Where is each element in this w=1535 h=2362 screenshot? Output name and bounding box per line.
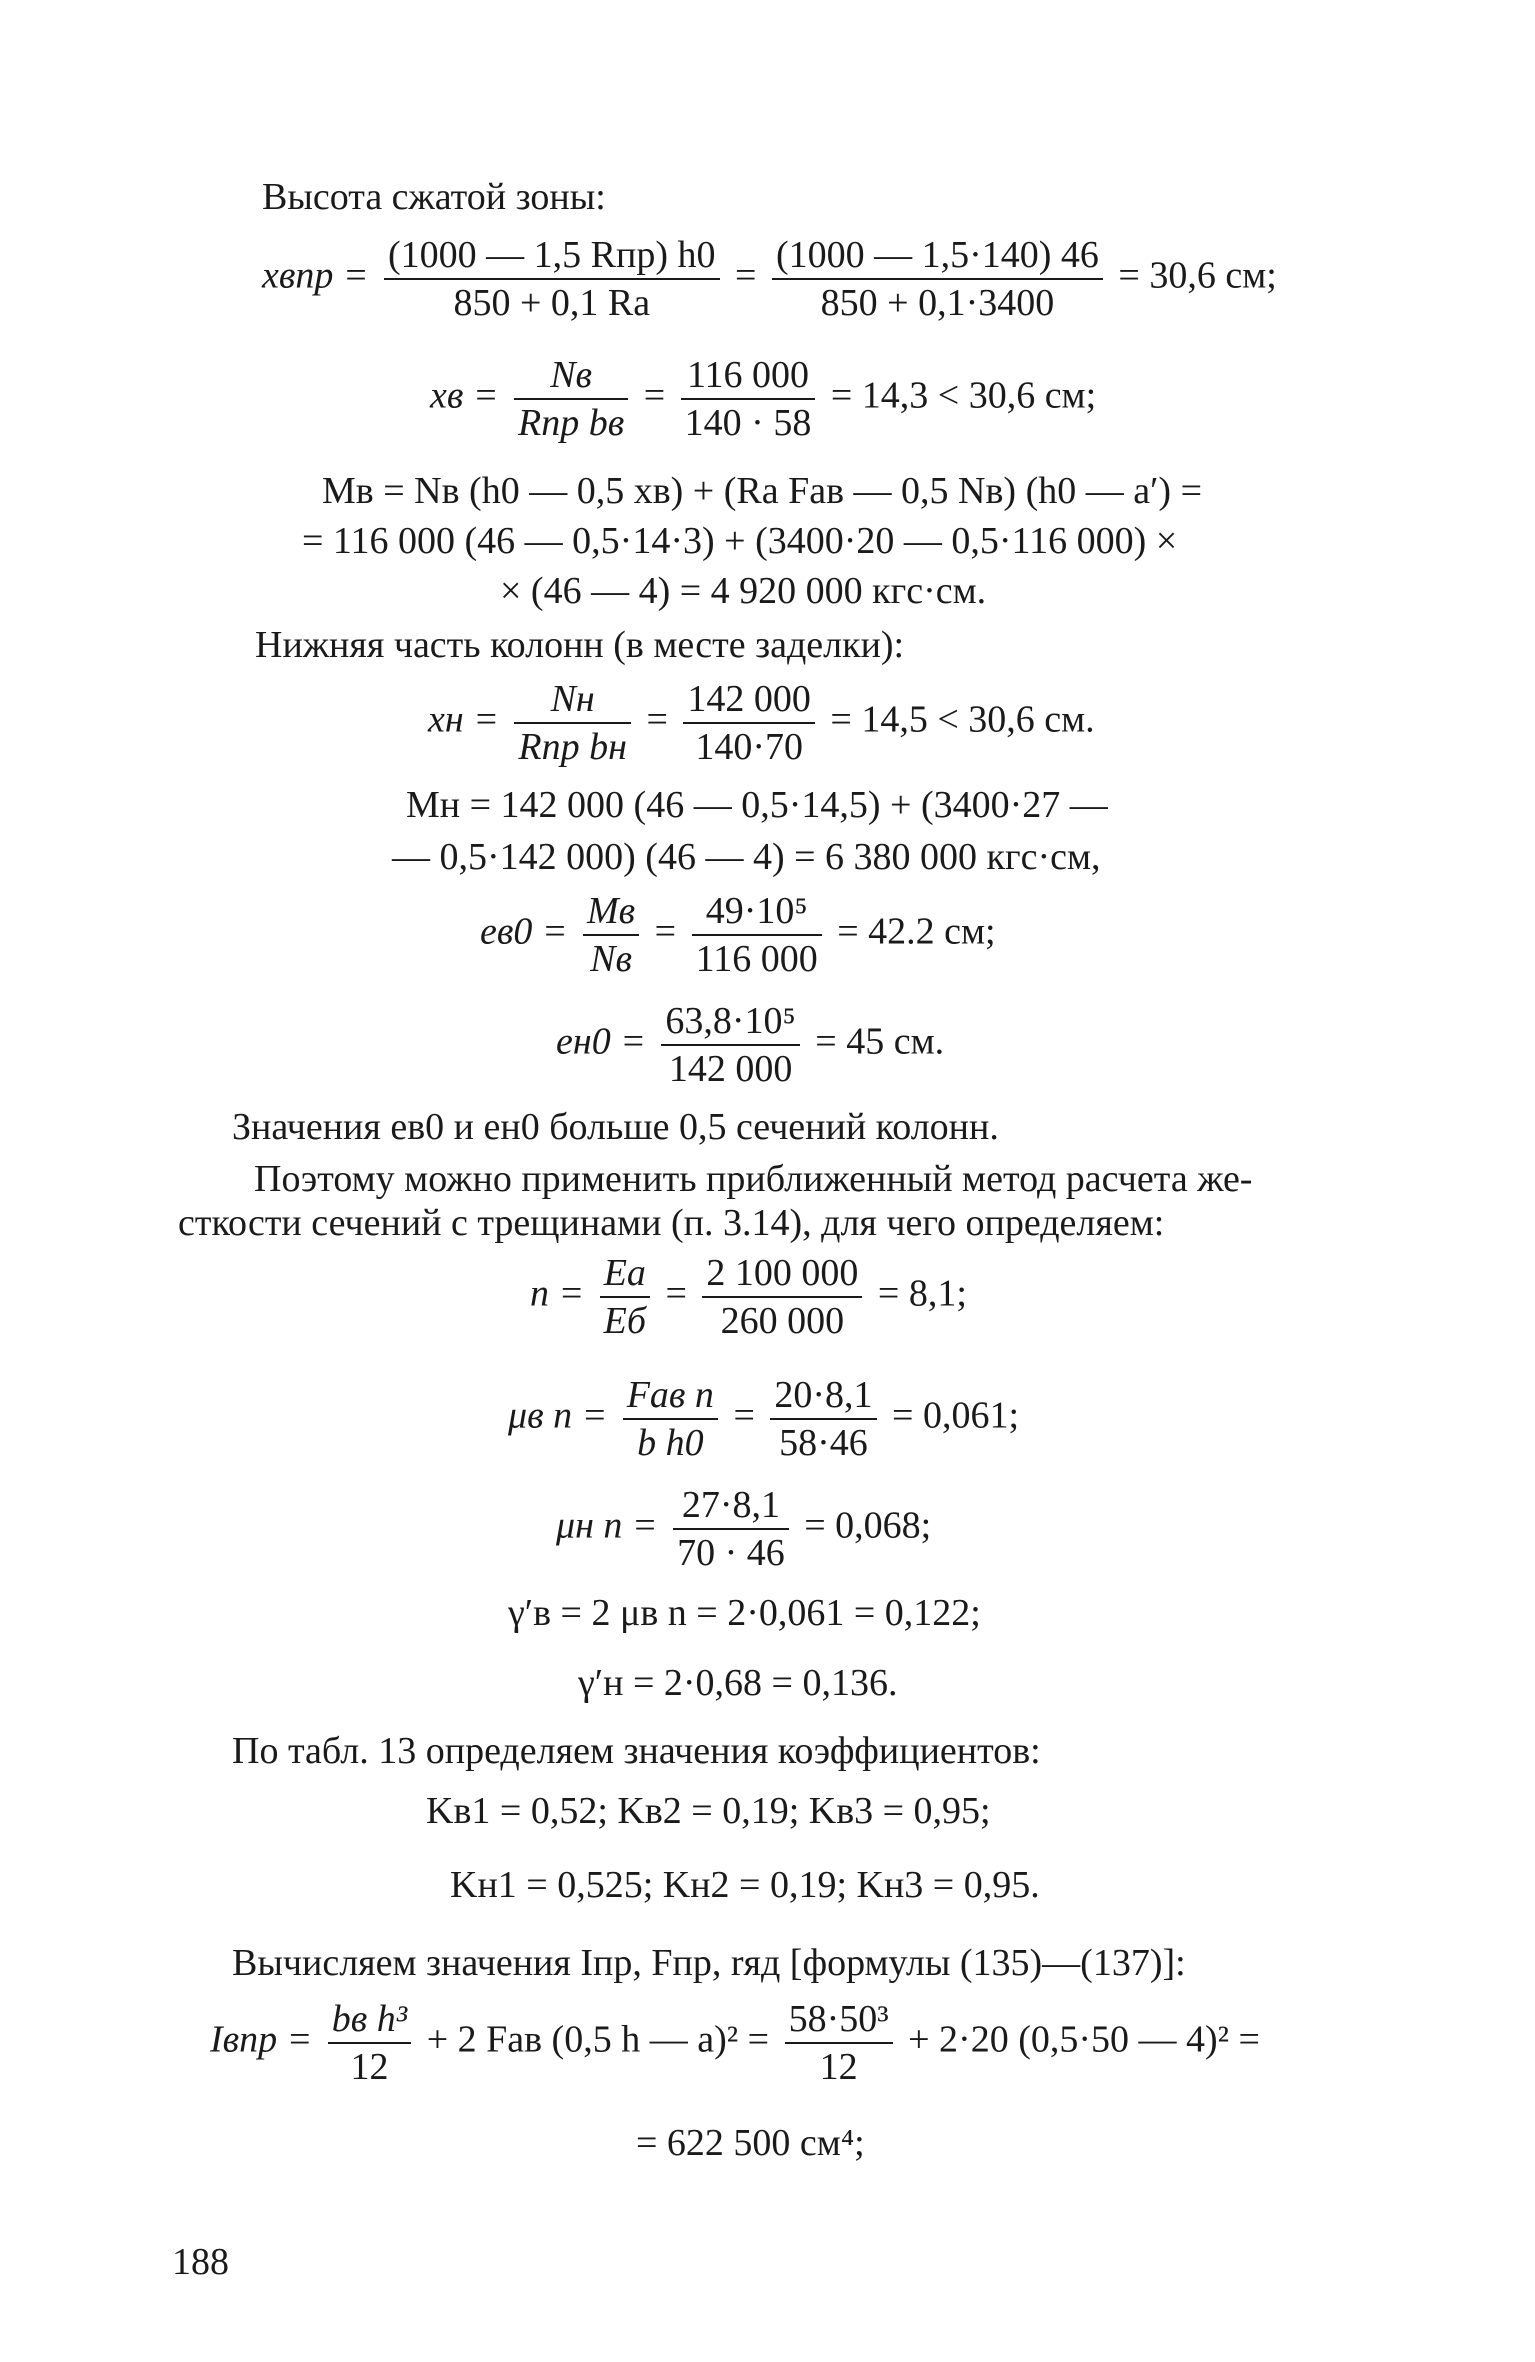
formula-xpr [262,232,1277,326]
xn-lhs: xн = [428,698,499,741]
xpr-result: = 30,6 см; [1118,254,1277,297]
formula-n [530,1250,967,1344]
formula-mun [556,1482,931,1576]
muv-den: b h0 [637,1422,704,1464]
xv-den2: 140 · 58 [684,402,812,444]
xv-fraction-2 [681,352,816,446]
xn-fraction-2 [683,676,815,770]
e0v-den: Nв [590,938,633,980]
ipr-num2: 58·50³ [785,1996,893,2044]
formula-e0n [556,998,944,1092]
e0n-lhs: eн0 = [556,1020,646,1063]
method-line-1: Поэтому можно применить приближенный метод расчета же- [254,1158,1253,1200]
xv-result: = 14,3 < 30,6 см; [830,374,1097,417]
k-v-line: Kв1 = 0,52; Kв2 = 0,19; Kв3 = 0,95; [426,1790,991,1832]
n-eq: = [665,1272,687,1315]
formula-muv [508,1372,1019,1466]
muv-fraction-2 [770,1372,876,1466]
muv-result: = 0,061; [892,1394,1020,1437]
mn-line-2: — 0,5·142 000) (46 — 4) = 6 380 000 кгс·см, [392,836,1101,878]
n-den2: 260 000 [720,1300,845,1342]
muv-fraction-1 [623,1372,718,1466]
e0v-eq: = [654,910,677,953]
n-result: = 8,1; [877,1272,967,1315]
ipr-num: bв h³ [328,1996,411,2044]
xn-eq: = [646,698,668,741]
gamma-n-line: γ′н = 2·0,68 = 0,136. [578,1662,898,1704]
xpr-num: (1000 — 1,5 Rпр) h0 [384,232,720,280]
xn-num: Nн [514,676,631,724]
n-fraction-2 [702,1250,862,1344]
compressed-zone-heading: Высота сжатой зоны: [262,176,606,218]
e0n-result: = 45 см. [815,1020,945,1063]
ipr-lhs: Iвпр = [210,2018,313,2061]
n-den: Eб [603,1300,646,1342]
ipr-den2: 12 [819,2046,858,2088]
e0v-num: Mв [583,888,639,936]
ipr-den: 12 [350,2046,389,2088]
mun-num: 27·8,1 [673,1482,789,1530]
muv-den2: 58·46 [779,1422,868,1464]
values-note: Значения eв0 и eн0 больше 0,5 сечений колонн. [232,1106,999,1148]
lower-part-heading: Нижняя часть колонн (в месте заделки): [255,624,905,666]
xv-lhs: xв = [430,374,499,417]
n-num: Eа [600,1250,650,1298]
formula-ipr [210,1996,1260,2090]
ipr-fraction-2 [785,1996,893,2090]
xpr-den: 850 + 0,1 Rа [453,282,651,324]
muv-num2: 20·8,1 [770,1372,876,1420]
gamma-v-line: γ′в = 2 μв n = 2·0,061 = 0,122; [508,1592,981,1634]
e0v-den2: 116 000 [695,938,818,980]
n-fraction-1 [600,1250,650,1344]
formula-xn [428,676,1095,770]
e0v-fraction-2 [692,888,822,982]
e0v-fraction-1 [583,888,639,982]
muv-num: Fав n [623,1372,718,1420]
mn-line-1: Mн = 142 000 (46 — 0,5·14,5) + (3400·27 — [406,784,1108,826]
e0v-num2: 49·10⁵ [692,888,822,936]
n-num2: 2 100 000 [702,1250,862,1298]
xv-fraction-1 [514,352,628,446]
xn-den: Rпр bн [518,726,627,768]
table-line: По табл. 13 определяем значения коэффициентов: [232,1730,1041,1772]
mun-lhs: μн n = [556,1504,658,1547]
mv-line-1: Mв = Nв (h0 — 0,5 xв) + (Rа Fав — 0,5 Nв) (h0 — a′) = [322,470,1202,512]
n-lhs: n = [530,1272,585,1315]
mun-result: = 0,068; [804,1504,932,1547]
mun-den: 70 · 46 [677,1532,785,1574]
muv-lhs: μв n = [508,1394,608,1437]
compute-line: Вычисляем значения Iпр, Fпр, rяд [формулы (135)—(137)]: [232,1942,1186,1984]
ipr-fraction-1 [328,1996,411,2090]
ipr-mid: + 2 Fав (0,5 h — a)² = [426,2018,770,2061]
page-number: 188 [172,2241,229,2283]
xpr-lhs: xвпр = [262,254,369,297]
xpr-den2: 850 + 0,1·3400 [820,282,1055,324]
xpr-fraction-1 [384,232,720,326]
xv-eq: = [643,374,666,417]
mv-line-2: = 116 000 (46 — 0,5·14·3) + (3400·20 — 0,5·116 000) × [302,520,1178,562]
muv-eq: = [733,1394,755,1437]
xpr-num2: (1000 — 1,5·140) 46 [772,232,1103,280]
ipr-result: = 622 500 см⁴; [636,2122,865,2164]
e0n-den: 142 000 [668,1048,793,1090]
mv-line-3: × (46 — 4) = 4 920 000 кгс·см. [500,570,987,612]
xpr-fraction-2 [772,232,1103,326]
e0n-fraction [661,998,799,1092]
k-n-line: Kн1 = 0,525; Kн2 = 0,19; Kн3 = 0,95. [450,1864,1040,1906]
xv-num2: 116 000 [681,352,816,400]
xn-result: = 14,5 < 30,6 см. [830,698,1095,741]
formula-xv [430,352,1096,446]
formula-e0v [480,888,996,982]
e0n-num: 63,8·10⁵ [661,998,799,1046]
e0v-result: = 42.2 см; [837,910,996,953]
xn-fraction-1 [514,676,631,770]
xn-num2: 142 000 [683,676,815,724]
ipr-tail: + 2·20 (0,5·50 — 4)² = [908,2018,1260,2061]
method-line-2: сткости сечений с трещинами (п. 3.14), для чего определяем: [178,1202,1165,1244]
xpr-eq: = [735,254,757,297]
mun-fraction [673,1482,789,1576]
xv-den: Rпр bв [518,402,625,444]
xn-den2: 140·70 [695,726,803,768]
xv-num: Nв [514,352,628,400]
e0v-lhs: eв0 = [480,910,568,953]
